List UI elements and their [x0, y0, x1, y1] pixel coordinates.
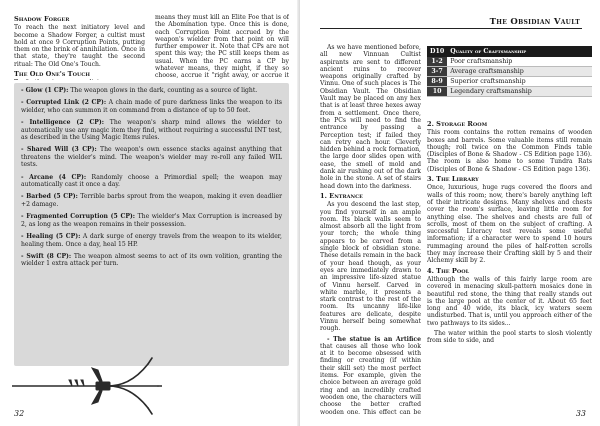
power-name: - Swift (8 CP):: [21, 252, 72, 260]
table-row: [427, 77, 592, 87]
table-cell-die: 10: [427, 87, 447, 97]
shadow-forger-text: To reach the next initiatory level and become a Shadow Forger, a cultist must hold at once 9 Corruption Points, putting them on the brink of annihilation. Once in that state, they're taught the second ritual: The Old One's Touch.: [14, 24, 145, 68]
table-cell-die: 8-9: [427, 77, 447, 87]
right-column-2: [427, 118, 592, 416]
artifice-text: [320, 336, 421, 416]
power-name: - Shared Will (3 CP):: [21, 146, 97, 154]
power-text: The weapon glows in the dark, counting as a source of light.: [70, 87, 258, 94]
power-name: - Arcane (4 CP):: [21, 173, 87, 181]
table-header-die: D10: [427, 46, 447, 57]
power-item: [21, 193, 282, 208]
storage-text: This room contains the rotten remains of wooden boxes and barrels. Some valuable items still remain though; roll twice on the Common Finds table (Disciples of Bone & Shadow - CS Edition page 136). The room is also home to some Tundra Rats (Disciples of Bone & Shadow - CS Edition page 136).: [427, 129, 592, 173]
header-rule: [320, 28, 582, 29]
power-text: Terrible barbs sprout from the weapon, making it even deadlier +2 damage.: [21, 193, 282, 208]
page-number-right: 33: [575, 409, 586, 418]
artifice-lead: - The statue is an Artifice: [327, 335, 421, 343]
left-column-1: [14, 14, 145, 80]
page-number-left: 32: [14, 409, 25, 418]
power-text: The weapon almost seems to act of its own volition, granting the wielder 1 extra attack per turn.: [21, 252, 282, 268]
right-column-1: [320, 44, 421, 416]
power-item: [21, 87, 282, 94]
old-ones-touch-heading: The Old One's Touch: [14, 70, 91, 79]
weapon-powers-sidebar: [14, 83, 289, 366]
power-text: The wielder's Max Corruption is increased by 2, as long as the weapon remains in their possession.: [21, 213, 283, 228]
table-row: [427, 87, 592, 97]
craftsmanship-table: [427, 46, 592, 97]
entrance-heading: 1. Entrance: [320, 191, 363, 200]
library-text: Once, luxurious, huge rugs covered the floors and walls of this room; now, there's barely anything left of their intricate designs. Many shelves and chests cover the room's surface, leaving little room for anything else. The shelves and chests are full of scrolls, most of them on the subject of crafting. A successful Literacy test reveals some useful information; if a character were to spend 10 hours rummaging around the piles of half-rotten scrolls they may increase their Crafting skill by 5 and their Alchemy skill by 2.: [427, 184, 592, 265]
power-item: [21, 213, 282, 228]
power-name: - Glow (1 CP):: [21, 87, 69, 94]
power-name: - Healing (5 CP):: [21, 233, 81, 241]
power-text: The weapon's sharp mind allows the wielder to automatically use any magic item they find, without requiring a successful INT test, as described in the Using Magic Items rules.: [21, 119, 283, 142]
shadow-forger-heading: Shadow Forger: [14, 15, 70, 23]
power-item: [21, 233, 282, 248]
pool-text-2: The water within the pool starts to slosh violently from side to side, and: [427, 330, 592, 345]
pool-heading: 4. The Pool: [427, 266, 470, 275]
power-item: [21, 119, 282, 141]
old-ones-touch-text-2: means they must kill an Elite Foe that is of the Abomination type. Once this is done, each Corruption Point accrued by the weapon's wielder from that point on will further empower it. Note that CPs are not spent this way; the PC still keeps them as usual. When the PC earns a CP by whatever means, they might, if they so choose, accrue it "right away, or accrue it: [155, 14, 289, 80]
table-cell-result: Superior craftsmanship: [447, 77, 592, 87]
table-cell-result: Poor craftsmanship: [447, 57, 592, 67]
power-item: [21, 253, 282, 268]
pool-text: Although the walls of this fairly large room are covered in menacing skull-pattern mosaics done in beautiful red stone, the thing that really stands out is the large pool at the center of it. About 65 feet long and 40 wide, its black, icy waters seem undisturbed. That is, until you approach either of the two pathways to its sides...: [427, 275, 592, 327]
table-header-result: Quality of Craftsmanship: [447, 46, 592, 57]
table-row: [427, 57, 592, 67]
table-cell-die: 3-7: [427, 67, 447, 77]
power-name: - Barbed (5 CP):: [21, 193, 78, 201]
power-text: A dark surge of energy travels from the weapon to its wielder, healing them. Once a day, heal 15 HP.: [21, 233, 282, 248]
table-row: [427, 67, 592, 77]
power-name: - Intelligence (2 CP):: [21, 119, 105, 127]
table-cell-die: 1-2: [427, 57, 447, 67]
left-column-2: [155, 14, 289, 80]
entrance-text: As you descend the last step, you find yourself in an ample room. Its black walls seem to almost absorb all the light from your torch; the whole thing appears to be carved from a single block of obsidian stone. These details remain in the back of your head though, as your eyes are immediately drawn to an impressive life-sized statue of Vinnu herself. Carved in white marble, it presents a stark contrast to the rest of the room. Its uncanny life-like features are delicate, despite Vinnu herself being somewhat rough.: [320, 201, 421, 333]
table-header-row: [427, 46, 592, 57]
table-cell-result: Average craftsmanship: [447, 67, 592, 77]
library-heading: 3. The Library: [427, 175, 479, 184]
power-item: [21, 146, 282, 168]
power-item: [21, 174, 282, 189]
power-name: - Corrupted Link (2 CP):: [21, 99, 107, 107]
power-text: Randomly choose a Primordial spell; the weapon may automatically cast it once a day.: [21, 173, 282, 189]
storage-heading: 2. Storage Room: [427, 120, 488, 128]
old-ones-touch-text: [14, 79, 145, 80]
table-cell-result: Legendary craftsmanship: [447, 87, 592, 97]
chapter-title: The Obsidian Vault: [489, 17, 580, 27]
power-name: - Fragmented Corruption (5 CP):: [21, 213, 136, 221]
power-text: The weapon's own essence stacks against anything that threatens the wielder's mind. The weapon's wielder may re-roll any failed WIL tests.: [21, 146, 282, 169]
power-item: [21, 99, 282, 114]
power-text: A chain made of pure darkness links the weapon to its wielder, who can summon it on command from a distance of up to 50 feet.: [21, 99, 282, 114]
intro-text: As we have mentioned before, all new Vinnuan Cultist aspirants are sent to different ancient ruins to recover weapons originally crafted by Vinnu. One of such places is The Obsidian Vault. The Obsidian Vault may be placed on any hex that is at least three hexes away from a settlement. Once there, the PCs will need to find the entrance by passing a Perception test; if failed they can retry each hour. Cleverly hidden behind a rock formation, the large door slides open with ease, the smell of mold and dank air rushing out of the dark hole in the stone. A set of stairs head down into the darkness.: [320, 44, 421, 190]
trident-illustration: [12, 348, 162, 418]
artifice-body: that causes all those who look at it to become obsessed with finding or creating (if within their skill set) the most perfect items. For example, given the choice between an average gold ring and an incredibly crafted wooden one, the characters will choose the better crafted wooden one. This effect can be: [320, 342, 421, 416]
